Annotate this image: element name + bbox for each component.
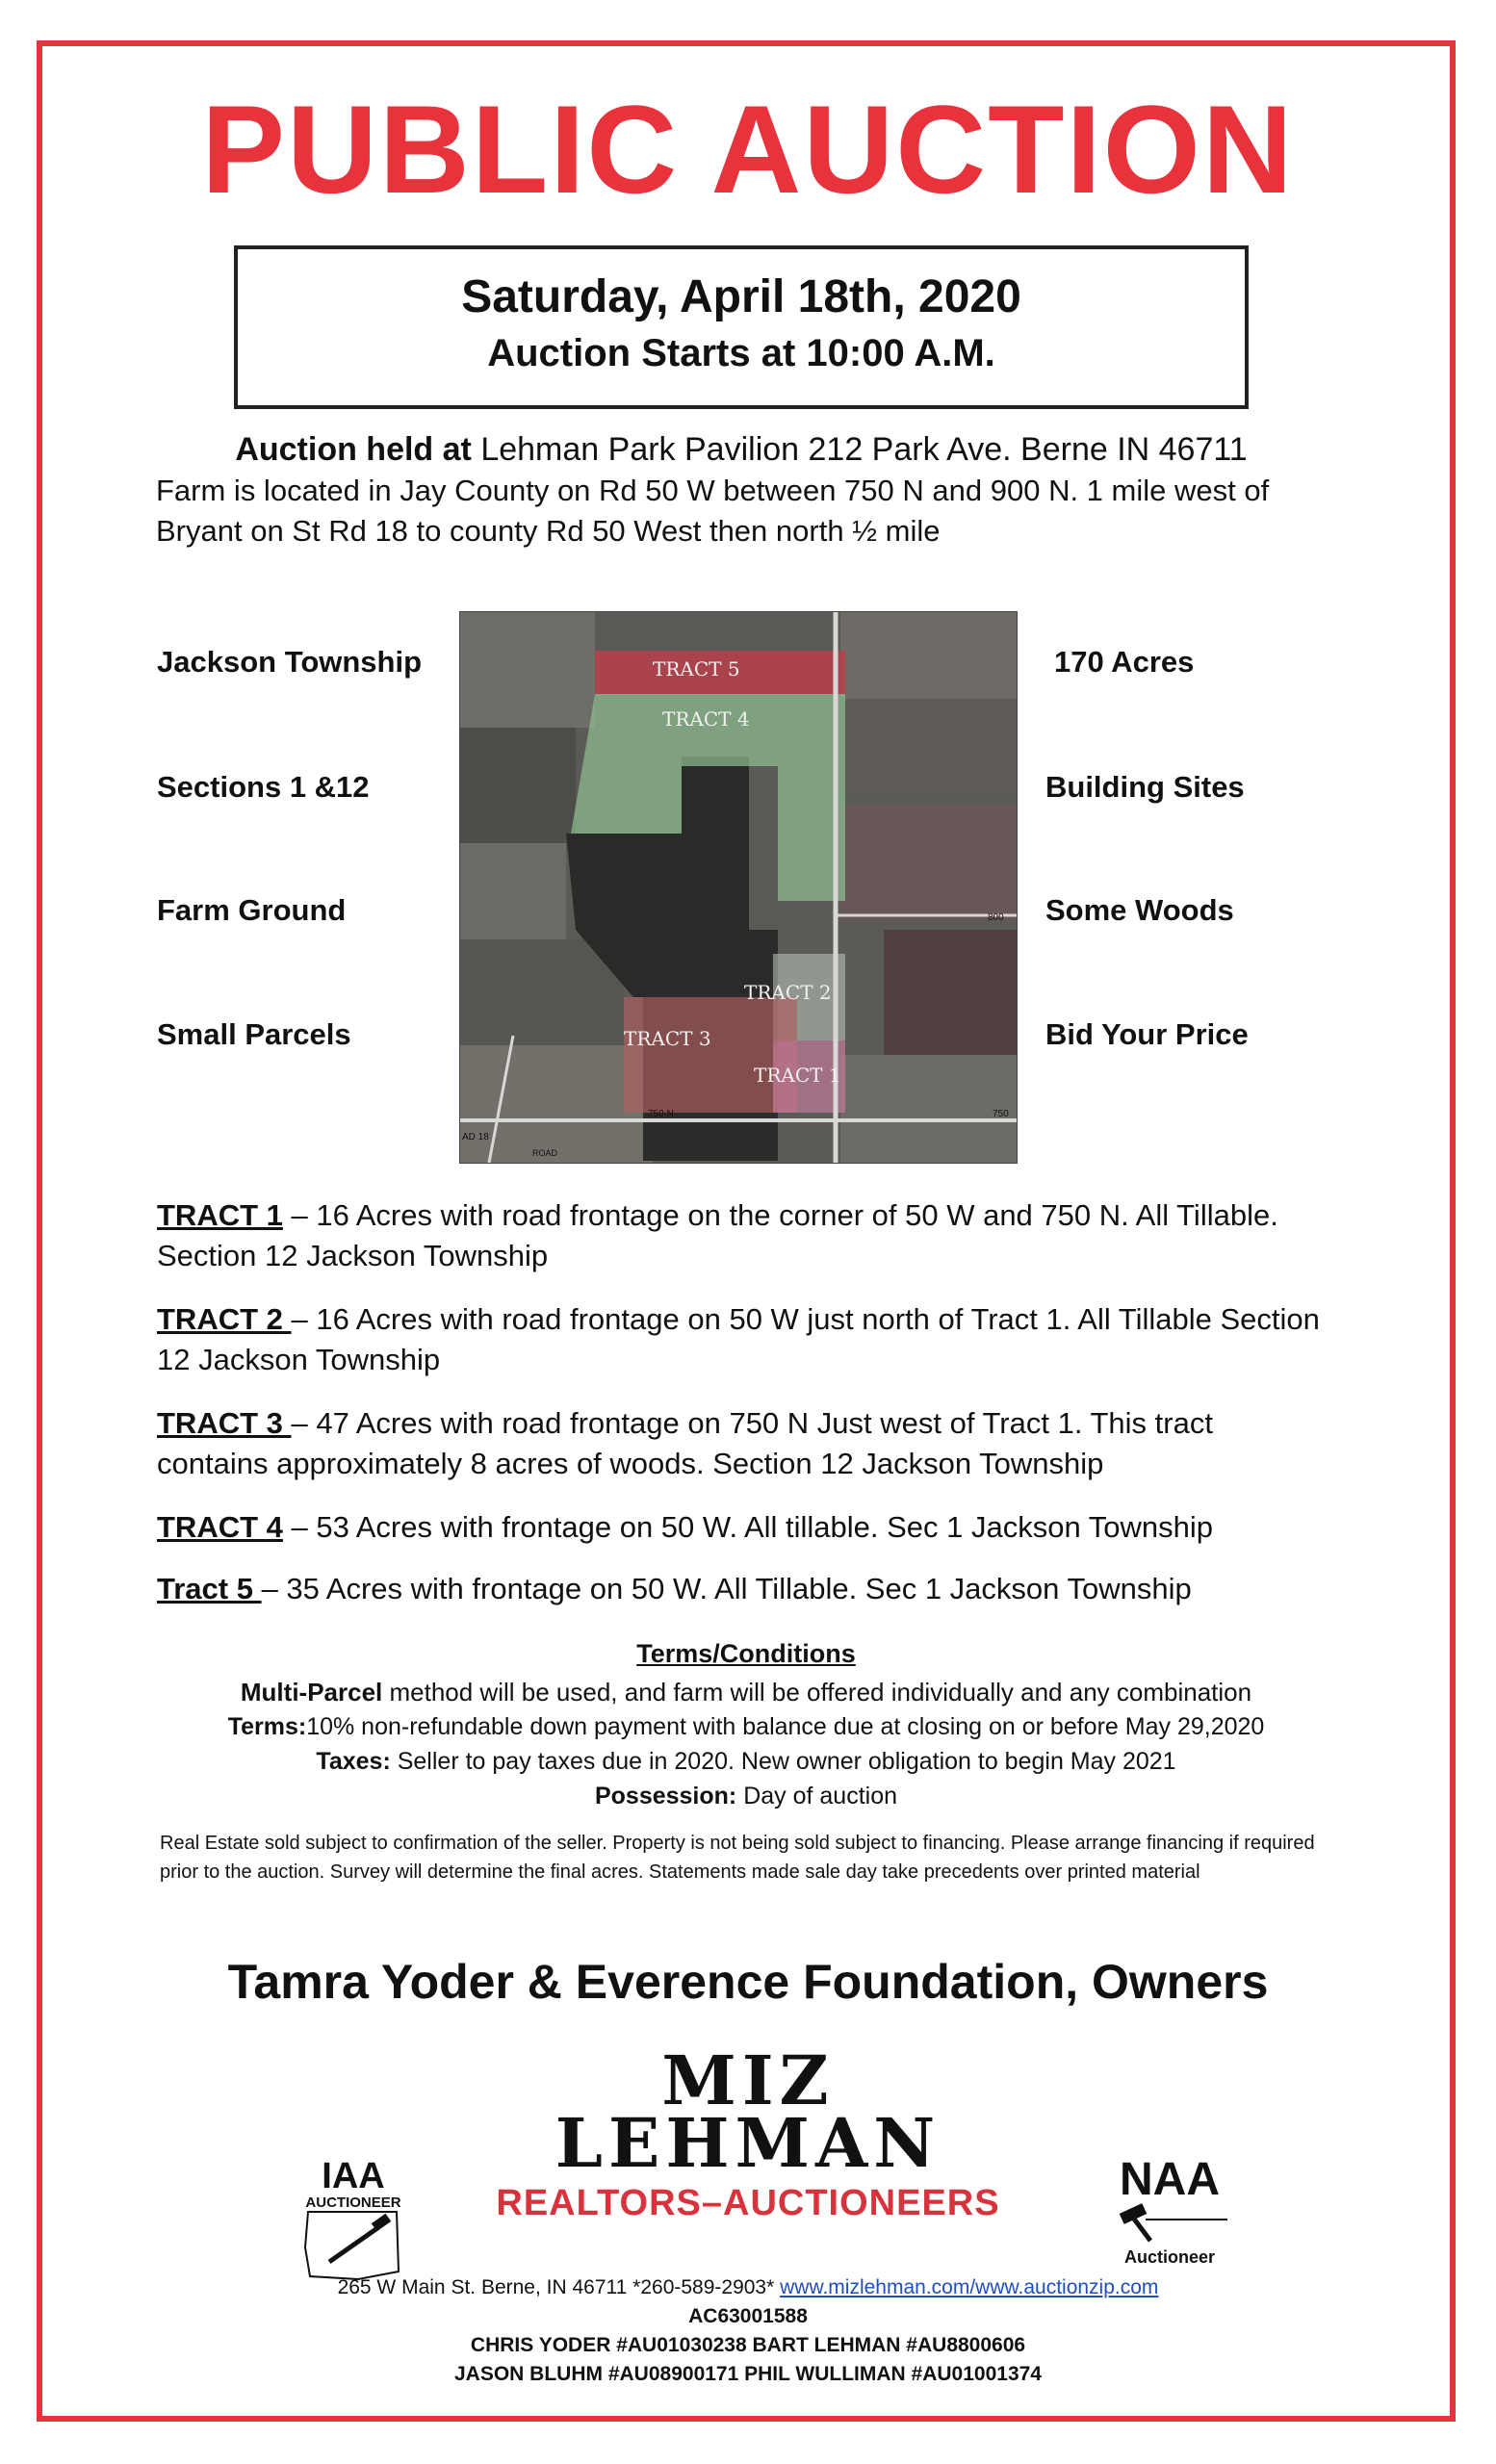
highlight-left-3: Farm Ground xyxy=(157,893,347,927)
highlight-right-4: Bid Your Price xyxy=(1045,1017,1249,1051)
auction-start-time: Auction Starts at 10:00 A.M. xyxy=(487,332,995,374)
tract-3-description xyxy=(157,1403,1322,1484)
tract-1-description xyxy=(157,1195,1322,1276)
company-license-text: AC63001588 xyxy=(688,2305,808,2327)
tract-4-label: TRACT 4 xyxy=(157,1510,283,1544)
multi-parcel-label: Multi-Parcel xyxy=(240,1678,383,1707)
terms-heading-text: Terms/Conditions xyxy=(636,1639,856,1668)
naa-text: NAA xyxy=(1120,2154,1220,2205)
terms-payment xyxy=(144,1709,1348,1744)
location-block xyxy=(144,428,1338,552)
highlight-right-2: Building Sites xyxy=(1045,770,1245,804)
map-road-750: 750 xyxy=(993,1109,1009,1119)
map-label-tract-3: TRACT 3 xyxy=(624,1027,711,1050)
map-road-road: ROAD xyxy=(532,1148,558,1158)
company-tagline: REALTORS–AUCTIONEERS xyxy=(496,2183,1000,2223)
auctioneers-line-1 xyxy=(0,2331,1496,2360)
auction-location xyxy=(144,428,1338,471)
tract-3-label: TRACT 3 xyxy=(157,1406,292,1440)
terms-text: 10% non-refundable down payment with balance due at closing on or before May 29,2020 xyxy=(306,1713,1265,1740)
map-road-750n: 750 N xyxy=(648,1109,674,1119)
terms-possession xyxy=(144,1779,1348,1813)
tract-2-label: TRACT 2 xyxy=(157,1302,292,1336)
aerial-tract-map xyxy=(459,611,1018,1164)
map-label-tract-4: TRACT 4 xyxy=(662,707,750,731)
company-website-link[interactable]: www.mizlehman.com/www.auctionzip.com xyxy=(780,2276,1159,2298)
multi-parcel-text: method will be used, and farm will be offered individually and any combination xyxy=(382,1678,1252,1707)
tract-1-label: TRACT 1 xyxy=(157,1198,283,1232)
naa-auctioneer-text: Auctioneer xyxy=(1123,2247,1216,2267)
tract-1-text: – 16 Acres with road frontage on the corner of 50 W and 750 N. All Tillable. Section 12 Jackson Township xyxy=(157,1198,1278,1272)
highlight-right-1: 170 Acres xyxy=(1054,645,1195,679)
farm-directions: Farm is located in Jay County on Rd 50 W between 750 N and 900 N. 1 mile west of Bryant on St Rd 18 to county Rd 50 West then north ½ mile xyxy=(156,474,1270,548)
taxes-label: Taxes: xyxy=(316,1748,391,1775)
map-road-ad18: AD 18 xyxy=(462,1132,489,1142)
iaa-text: IAA xyxy=(322,2156,385,2196)
auctioneers-line-2-text: JASON BLUHM #AU08900171 PHIL WULLIMAN #AU01001374 xyxy=(454,2363,1042,2385)
aerial-map-image xyxy=(460,612,1017,1163)
owners: Tamra Yoder & Everence Foundation, Owners xyxy=(227,1955,1269,2009)
terms-label: Terms: xyxy=(227,1713,307,1740)
possession-text: Day of auction xyxy=(736,1783,898,1810)
tract-4-description xyxy=(157,1507,1322,1548)
map-road-800: 800 xyxy=(988,912,1004,923)
naa-auctioneer-logo xyxy=(1107,2156,1232,2272)
tract-3-text: – 47 Acres with road frontage on 750 N Just west of Tract 1. This tract contains approximately 8 acres of woods. Section 12 Jackson Township xyxy=(157,1406,1213,1480)
highlight-left-1: Jackson Township xyxy=(157,645,423,679)
iaa-auctioneer-text: AUCTIONEER xyxy=(305,2194,401,2211)
tract-5-description xyxy=(157,1569,1322,1609)
possession-label: Possession: xyxy=(594,1783,737,1810)
map-label-tract-2: TRACT 2 xyxy=(744,981,832,1004)
taxes-text: Seller to pay taxes due in 2020. New owner obligation to begin May 2021 xyxy=(390,1748,1176,1775)
company-address: 265 W Main St. Berne, IN 46711 *260-589-2903* xyxy=(337,2276,781,2298)
page-title: PUBLIC AUCTION xyxy=(201,79,1295,219)
map-label-tract-1: TRACT 1 xyxy=(754,1064,841,1087)
auction-date: Saturday, April 18th, 2020 xyxy=(461,271,1021,322)
logo-miz: MIZ xyxy=(661,2040,835,2120)
highlight-left-4: Small Parcels xyxy=(157,1017,351,1051)
tract-2-description xyxy=(157,1299,1322,1380)
tract-5-label: Tract 5 xyxy=(157,1572,262,1605)
auctioneers-line-2 xyxy=(0,2360,1496,2389)
highlight-right-3: Some Woods xyxy=(1045,893,1234,927)
tract-4-text: – 53 Acres with frontage on 50 W. All tillable. Sec 1 Jackson Township xyxy=(282,1510,1214,1544)
company-address-line xyxy=(0,2273,1496,2302)
highlight-left-2: Sections 1 &12 xyxy=(157,770,370,804)
disclaimer: Real Estate sold subject to confirmation of the seller. Property is not being sold subject to financing. Please arrange financing if required prior to the auction. Survey will determine the final acres. Statements made sale day take precedents over printed material xyxy=(160,1833,1315,1883)
terms-multi-parcel xyxy=(144,1675,1348,1709)
terms-taxes xyxy=(144,1744,1348,1779)
held-place: Lehman Park Pavilion 212 Park Ave. Berne IN 46711 xyxy=(480,431,1248,468)
tract-5-text: – 35 Acres with frontage on 50 W. All Tillable. Sec 1 Jackson Township xyxy=(261,1572,1192,1605)
logo-lehman: LEHMAN xyxy=(555,2103,941,2183)
date-box xyxy=(234,245,1249,409)
held-label: Auction held at xyxy=(235,431,472,468)
company-license xyxy=(0,2302,1496,2331)
iaa-auctioneer-logo xyxy=(291,2156,416,2281)
auctioneers-line-1-text: CHRIS YODER #AU01030238 BART LEHMAN #AU8800606 xyxy=(470,2334,1026,2356)
tract-2-text: – 16 Acres with road frontage on 50 W just north of Tract 1. All Tillable Section 12 Jackson Township xyxy=(157,1302,1320,1376)
map-label-tract-5: TRACT 5 xyxy=(653,657,740,680)
terms-heading xyxy=(144,1636,1348,1672)
